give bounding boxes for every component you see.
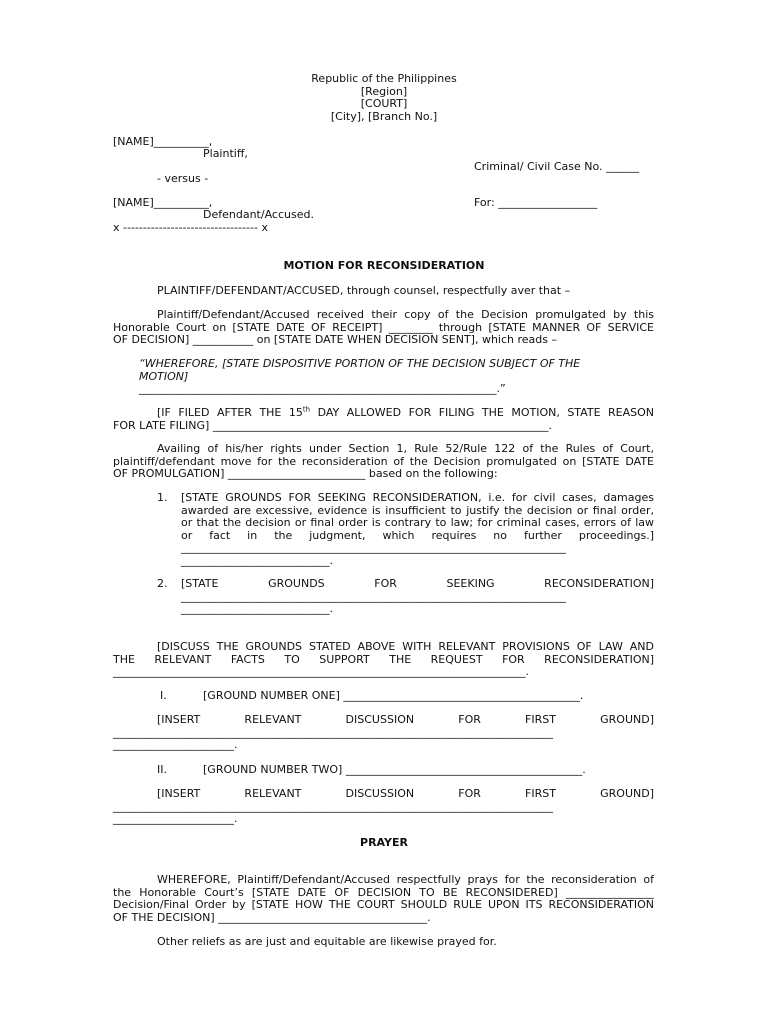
header-republic: Republic of the Philippines bbox=[311, 72, 457, 85]
other-reliefs: Other reliefs as are just and equitable are likewise prayed for. bbox=[157, 935, 497, 948]
section-number-2: II. bbox=[157, 763, 167, 776]
section-2-line-2: ________________________________________________________________________________ bbox=[113, 799, 553, 813]
court-header bbox=[0, 73, 768, 123]
ground-2-line-1: [STATE GROUNDS FOR SEEKING RECONSIDERATION] bbox=[181, 577, 654, 590]
section-heading-2: [GROUND NUMBER TWO] ___________________________________________. bbox=[203, 763, 586, 776]
ground-1-line-4: or fact in the judgment, which requires no further proceedings.] bbox=[181, 528, 654, 542]
prayer-line-4: OF THE DECISION] ______________________________________. bbox=[113, 910, 431, 924]
section-2-line-3: ______________________. bbox=[113, 812, 238, 825]
section-1-line-3: ______________________. bbox=[113, 738, 238, 751]
ground-1-line-5: ______________________________________________________________________ bbox=[181, 541, 566, 554]
prayer-line-3: Decision/Final Order by [STATE HOW THE COURT SHOULD RULE UPON ITS RECONSIDERATION bbox=[113, 898, 654, 911]
section-body-2 bbox=[113, 788, 654, 826]
late-filing-line-1 bbox=[113, 407, 654, 420]
late-filing-text-a: [IF FILED AFTER THE 15 bbox=[157, 406, 303, 419]
caption-separator: x ---------------------------------- x bbox=[113, 221, 268, 234]
discussion-line-3: ___________________________________________________________________________. bbox=[113, 665, 529, 678]
ground-1-line-6: ___________________________. bbox=[181, 553, 333, 567]
defendant-role: Defendant/Accused. bbox=[203, 208, 314, 221]
prayer-paragraph bbox=[113, 874, 654, 924]
section-body-1 bbox=[113, 714, 654, 752]
header-city-branch: [City], [Branch No.] bbox=[330, 109, 438, 123]
plaintiff-name: [NAME]__________, bbox=[113, 135, 213, 148]
ground-1-line-2: awarded are excessive, evidence is insufficient to justify the decision or final order, bbox=[181, 503, 654, 517]
prayer-line-2: the Honorable Court’s [STATE DATE OF DECISION TO BE RECONSIDERED] ________________ bbox=[113, 885, 654, 899]
ground-number-2: 2. bbox=[157, 577, 168, 590]
ground-1-line-1: [STATE GROUNDS FOR SEEKING RECONSIDERATION, i.e. for civil cases, damages bbox=[181, 491, 654, 504]
dispositive-quote bbox=[139, 358, 639, 396]
header-region: [Region] bbox=[360, 84, 408, 98]
ground-item-1 bbox=[157, 492, 654, 567]
quote-line-2: MOTION] bbox=[139, 369, 189, 383]
versus-label: - versus - bbox=[157, 172, 209, 185]
section-number-1: I. bbox=[160, 689, 167, 702]
section-1-line-1: [INSERT RELEVANT DISCUSSION FOR FIRST GROUND] bbox=[157, 713, 654, 726]
quote-line-3: _________________________________________________________________.” bbox=[139, 382, 506, 395]
prayer-title: PRAYER bbox=[360, 836, 408, 849]
receipt-line-1: Plaintiff/Defendant/Accused received their copy of the Decision promulgated by this bbox=[157, 308, 654, 321]
late-filing-paragraph bbox=[113, 407, 654, 432]
section-heading-1: [GROUND NUMBER ONE] ___________________________________________. bbox=[203, 689, 584, 702]
document-title: MOTION FOR RECONSIDERATION bbox=[283, 259, 485, 272]
receipt-line-3: OF DECISION] ___________ on [STATE DATE WHEN DECISION SENT], which reads – bbox=[113, 333, 557, 346]
plaintiff-role: Plaintiff, bbox=[203, 147, 248, 160]
prayer-line-1: WHEREFORE, Plaintiff/Defendant/Accused respectfully prays for the reconsideration of bbox=[157, 873, 654, 886]
discussion-line-1: [DISCUSS THE GROUNDS STATED ABOVE WITH RELEVANT PROVISIONS OF LAW AND bbox=[157, 640, 654, 653]
late-filing-line-2: FOR LATE FILING] _____________________________________________________________. bbox=[113, 418, 552, 432]
case-number: Criminal/ Civil Case No. ______ bbox=[474, 160, 640, 173]
availing-paragraph bbox=[113, 443, 654, 481]
availing-line-3: OF PROMULGATION] _________________________ based on the following: bbox=[113, 467, 498, 480]
availing-line-2: plaintiff/defendant move for the reconsideration of the Decision promulgated on [STATE DATE bbox=[113, 454, 654, 468]
availing-line-1: Availing of his/her rights under Section 1, Rule 52/Rule 122 of the Rules of Court, bbox=[157, 442, 654, 455]
receipt-paragraph bbox=[113, 309, 654, 347]
late-filing-text-b: DAY ALLOWED FOR FILING THE MOTION, STATE REASON bbox=[310, 406, 654, 419]
ground-item-2 bbox=[157, 578, 654, 616]
late-filing-superscript: th bbox=[302, 405, 311, 414]
section-2-line-1: [INSERT RELEVANT DISCUSSION FOR FIRST GROUND] bbox=[157, 787, 654, 800]
discussion-paragraph bbox=[113, 641, 654, 679]
section-1-line-2: ________________________________________________________________________________ bbox=[113, 725, 553, 739]
header-court: [COURT] bbox=[360, 97, 408, 110]
defendant-name: [NAME]__________, bbox=[113, 196, 213, 209]
ground-1-line-3: or that the decision or final order is contrary to law; for criminal cases, errors of law bbox=[181, 516, 654, 529]
ground-number-1: 1. bbox=[157, 491, 168, 504]
intro-paragraph: PLAINTIFF/DEFENDANT/ACCUSED, through counsel, respectfully aver that – bbox=[157, 284, 571, 297]
for-field: For: __________________ bbox=[474, 196, 598, 209]
ground-2-line-2: ______________________________________________________________________ bbox=[181, 589, 566, 603]
quote-line-1: “WHEREFORE, [STATE DISPOSITIVE PORTION OF THE DECISION SUBJECT OF THE bbox=[139, 357, 581, 370]
ground-2-line-3: ___________________________. bbox=[181, 602, 333, 615]
receipt-line-2: Honorable Court on [STATE DATE OF RECEIPT] ________ through [STATE MANNER OF SERVICE bbox=[113, 320, 654, 334]
discussion-line-2: THE RELEVANT FACTS TO SUPPORT THE REQUEST FOR RECONSIDERATION] bbox=[113, 652, 654, 666]
